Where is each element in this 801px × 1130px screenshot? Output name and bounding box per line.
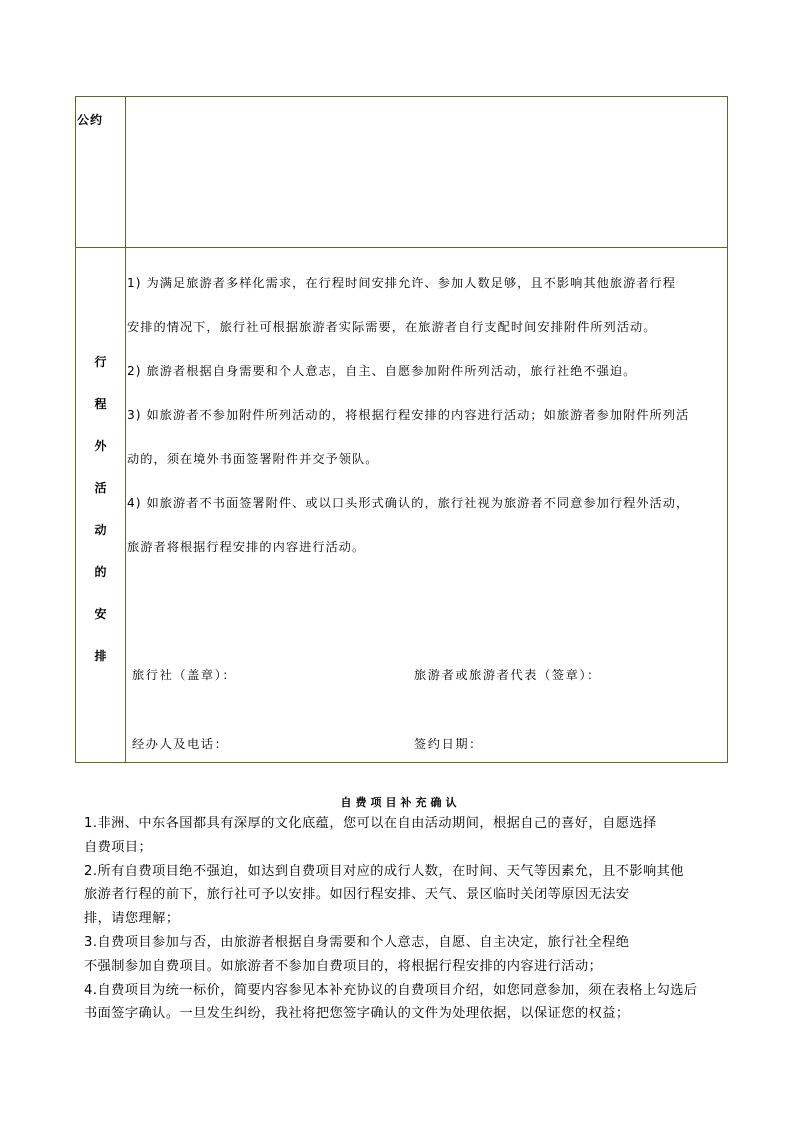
note-line: 不强制参加自费项目。如旅游者不参加自费项目的，将根据行程安排的内容进行活动； xyxy=(84,958,603,974)
note-line: 旅游者行程的前下，旅行社可予以安排。如因行程安排、天气、景区临时关闭等原因无法安 xyxy=(84,887,630,903)
note-line: 自费项目； xyxy=(84,839,153,855)
agency-seal-label: 旅行社（盖章）： xyxy=(132,668,237,682)
label-char: 行 xyxy=(94,355,107,369)
clause-line: 3) 如旅游者不参加附件所列活动的，将根据行程安排的内容进行活动；如旅游者参加附件所列活 xyxy=(127,408,690,422)
clause-line: 动的，须在境外书面签署附件并交予领队。 xyxy=(127,452,379,466)
label-char: 活 xyxy=(94,481,107,495)
note-line: 4.自费项目为统一标价，简要内容参见本补充协议的自费项目介绍，如您同意参加，须在表格上勾选后 xyxy=(84,982,698,998)
extra-activities-label xyxy=(76,354,125,690)
label-char: 安 xyxy=(94,607,107,621)
label-char: 动 xyxy=(94,523,107,537)
note-line: 排，请您理解； xyxy=(84,911,180,927)
clause-line: 4) 如旅游者不书面签署附件、或以口头形式确认的，旅行社视为旅游者不同意参加行程外活动， xyxy=(127,496,690,510)
note-line: 书面签字确认。一旦发生纠纷，我社将把您签字确认的文件为处理依据，以保证您的权益； xyxy=(84,1006,630,1022)
clause-line: 旅游者将根据行程安排的内容进行活动。 xyxy=(127,540,366,554)
itinerary-activities-table xyxy=(75,96,728,763)
note-line: 2.所有自费项目绝不强迫，如达到自费项目对应的成行人数，在时间、天气等因素允，且不影响其他 xyxy=(84,863,684,879)
column-divider xyxy=(125,97,126,762)
note-line: 1.非洲、中东各国都具有深厚的文化底蕴，您可以在自由活动期间，根据自己的喜好，自愿选择 xyxy=(84,816,657,831)
note-line: 3.自费项目参加与否，由旅游者根据自身需要和个人意志，自愿、自主决定，旅行社全程绝 xyxy=(84,934,630,950)
label-char: 程 xyxy=(94,397,107,411)
tourist-sign-label: 旅游者或旅游者代表（签章）： xyxy=(414,668,601,682)
clause-line: 安排的情况下，旅行社可根据旅游者实际需要，在旅游者自行支配时间安排附件所列活动。 xyxy=(127,320,657,334)
self-pay-notes xyxy=(84,812,734,1026)
sign-date-label: 签约日期： xyxy=(414,737,483,751)
clause-line: 2) 旅游者根据自身需要和个人意志，自主、自愿参加附件所列活动，旅行社绝不强迫。 xyxy=(127,364,637,378)
label-char: 排 xyxy=(94,649,107,663)
activities-content xyxy=(127,248,727,569)
self-pay-title: 自费项目补充确认 xyxy=(340,796,461,809)
clause-line: 1) 为满足旅游者多样化需求，在行程时间安排允许、参加人数足够，且不影响其他旅游者行程 xyxy=(127,276,677,290)
label-char: 的 xyxy=(94,565,107,579)
handler-phone-label: 经办人及电话： xyxy=(132,737,229,751)
convention-label: 公约 xyxy=(77,113,104,127)
label-char: 外 xyxy=(94,439,107,453)
